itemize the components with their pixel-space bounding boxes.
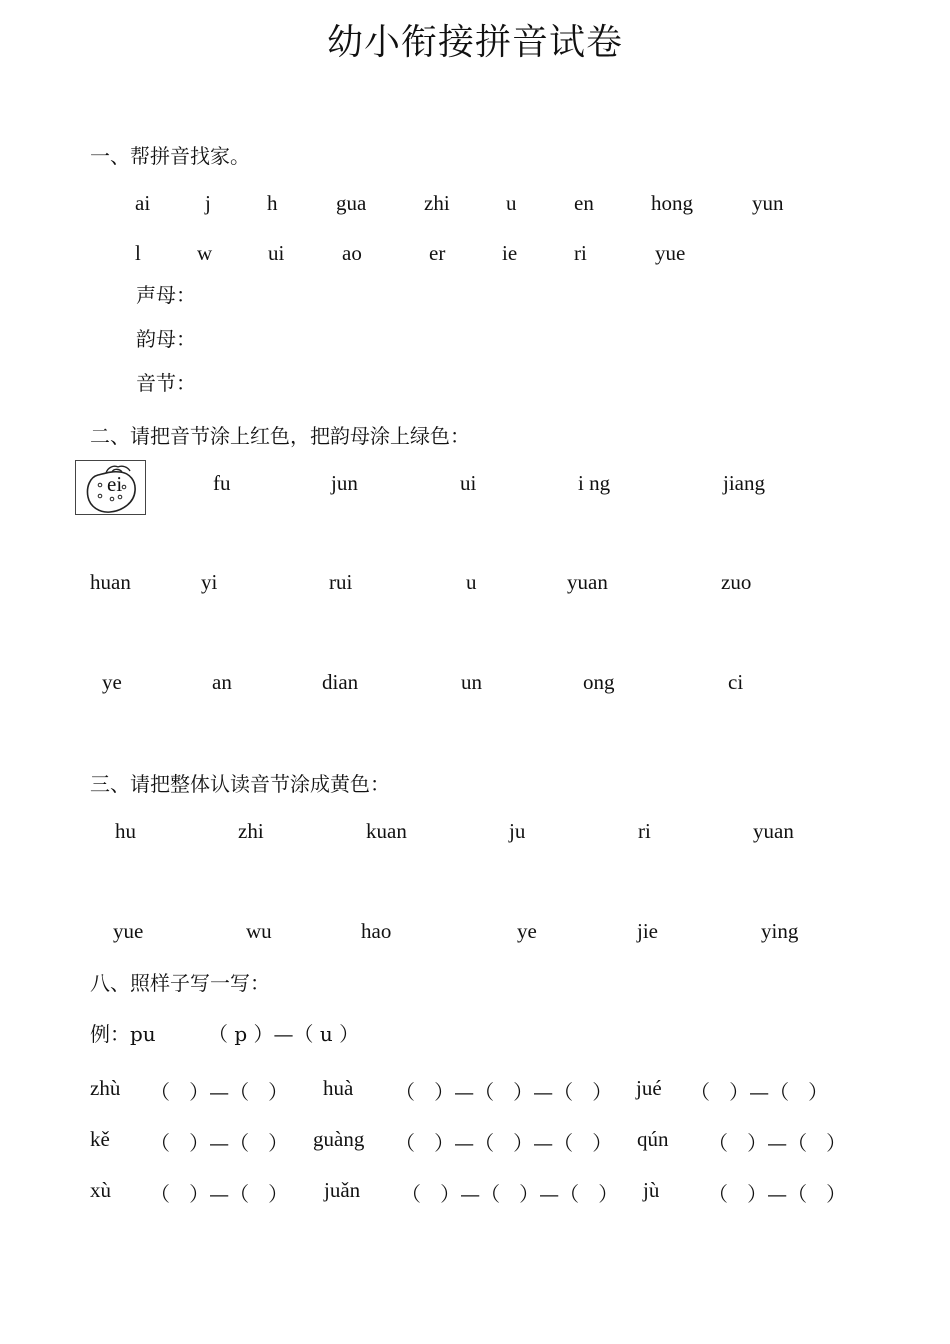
answer-blank[interactable]: （ ）—（ ）: [150, 1080, 289, 1104]
syllable: wu: [246, 919, 272, 943]
syllable: ui: [268, 241, 285, 265]
syllable: jun: [331, 471, 358, 495]
syllable: ai: [135, 191, 151, 215]
syllable: kuan: [366, 819, 407, 843]
answer-blank[interactable]: （ ）—（ ）—（ ）: [395, 1080, 613, 1104]
syllable: yue: [655, 241, 686, 265]
page-title: 幼小衔接拼音试卷: [326, 22, 623, 63]
finals-label: 韵母：: [136, 327, 196, 351]
syllable: i ng: [578, 471, 611, 495]
initials-label: 声母：: [136, 283, 196, 307]
syllable: yue: [113, 919, 144, 943]
section-8-heading: 八、照样子写一写：: [90, 971, 270, 995]
answer-blank[interactable]: （ ）—（ ）: [150, 1131, 289, 1155]
syllable: yun: [752, 191, 784, 215]
syllable: u: [466, 570, 477, 594]
section-3-heading: 三、请把整体认读音节涂成黄色：: [90, 772, 390, 796]
syllable: w: [197, 241, 213, 265]
syllable: yi: [201, 570, 218, 594]
syllable: ju: [509, 819, 526, 843]
syllable: ye: [102, 670, 122, 694]
syllable: ui: [460, 471, 477, 495]
syllable: rui: [329, 570, 353, 594]
syllable: ci: [728, 670, 744, 694]
syllable: ri: [574, 241, 587, 265]
syllable: ying: [761, 919, 799, 943]
syllable: hong: [651, 191, 693, 215]
answer-blank[interactable]: （ ）—（ ）: [708, 1131, 847, 1155]
syllable: l: [135, 241, 141, 265]
syllable: fu: [213, 471, 231, 495]
syllable: huan: [90, 570, 131, 594]
exercise-syllable: jù: [643, 1178, 660, 1202]
exercise-syllable: xù: [90, 1178, 111, 1202]
syllable: ye: [517, 919, 537, 943]
syllable: er: [429, 241, 446, 265]
syllable: ao: [342, 241, 362, 265]
syllable: jiang: [723, 471, 765, 495]
exercise-syllable: huà: [323, 1076, 354, 1100]
syllable: zhi: [424, 191, 450, 215]
syllable: an: [212, 670, 232, 694]
syllable: h: [267, 191, 278, 215]
exercise-syllable: zhù: [90, 1076, 121, 1100]
exercise-syllable: juǎn: [324, 1178, 361, 1202]
answer-blank[interactable]: （ ）—（ ）: [150, 1182, 289, 1206]
syllable: hao: [361, 919, 392, 943]
answer-blank[interactable]: （ ）—（ ）: [708, 1182, 847, 1206]
answer-blank[interactable]: （ ）—（ ）—（ ）: [401, 1182, 619, 1206]
example-label: 例：pu: [90, 1022, 156, 1046]
syllable: jie: [637, 919, 658, 943]
exercise-syllable: qún: [637, 1127, 669, 1151]
exercise-syllable: kě: [90, 1127, 110, 1151]
answer-blank[interactable]: （ ）—（ ）: [690, 1080, 829, 1104]
syllables-label: 音节：: [136, 371, 196, 395]
syllable: zhi: [238, 819, 264, 843]
syllable: u: [506, 191, 517, 215]
syllable: ong: [583, 670, 615, 694]
syllable: en: [574, 191, 594, 215]
syllable: dian: [322, 670, 359, 694]
syllable-in-strawberry: ei: [107, 472, 123, 496]
syllable: hu: [115, 819, 136, 843]
syllable: ri: [638, 819, 651, 843]
syllable: un: [461, 670, 482, 694]
syllable: ie: [502, 241, 518, 265]
syllable: yuan: [567, 570, 608, 594]
section-2-heading: 二、请把音节涂上红色，把韵母涂上绿色：: [90, 424, 470, 448]
exercise-syllable: guàng: [313, 1127, 365, 1151]
exercise-syllable: jué: [636, 1076, 662, 1100]
answer-blank[interactable]: （ ）—（ ）—（ ）: [395, 1131, 613, 1155]
syllable: gua: [336, 191, 367, 215]
syllable: zuo: [721, 570, 752, 594]
syllable: j: [205, 191, 211, 215]
syllable: yuan: [753, 819, 794, 843]
section-1-heading: 一、帮拼音找家。: [90, 144, 250, 168]
example-answer: （ p ）—（ u ）: [208, 1022, 360, 1046]
